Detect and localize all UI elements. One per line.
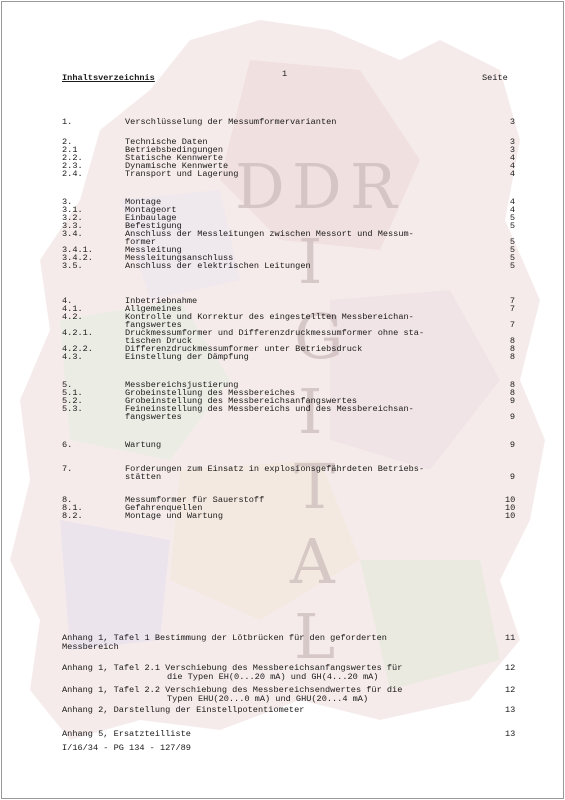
toc-entry-number: 2.4.	[62, 169, 83, 179]
toc-entry-number: 8.1.	[62, 503, 83, 513]
toc-entry-title: Montage und Wartung	[125, 511, 223, 521]
toc-entry-number: 5.	[62, 380, 73, 390]
toc-entry-page: 5	[509, 261, 515, 271]
toc-entry-title: Betriebsbedingungen	[125, 145, 223, 155]
toc-entry-number: 7.	[62, 464, 73, 474]
toc-entry-number: 4.2.	[62, 312, 83, 322]
toc-entry-number: 3.	[62, 197, 73, 207]
toc-entry-page: 5	[509, 253, 515, 263]
toc-entry-number: 3.2.	[62, 213, 83, 223]
watermark-letter: I	[298, 225, 329, 298]
toc-entry-number: 5.2.	[62, 396, 83, 406]
watermark-letter: G	[294, 300, 350, 373]
toc-entry-page: 8	[509, 336, 515, 346]
annex-entry-page: 13	[505, 729, 516, 739]
toc-entry-title: Gefahrenquellen	[125, 503, 203, 513]
toc-entry-title: Technische Daten	[125, 137, 208, 147]
toc-entry-title: Forderungen zum Einsatz in explosionsgefährdeten Betriebs-	[125, 464, 425, 474]
toc-entry-page: 7	[509, 304, 515, 314]
toc-entry-page: 5	[509, 237, 515, 247]
toc-entry-page: 9	[509, 396, 515, 406]
toc-entry-title: Verschlüsselung der Messumformervarianten	[125, 117, 337, 127]
toc-entry-page: 7	[509, 296, 515, 306]
toc-entry-number: 3.3.	[62, 221, 83, 231]
annex-entry-page: 12	[505, 663, 516, 673]
watermark-letter: D	[235, 150, 291, 223]
toc-entry-title: Statische Kennwerte	[125, 153, 223, 163]
toc-entry-page: 10	[505, 503, 516, 513]
toc-entry-number: 4.2.2.	[62, 344, 93, 354]
toc-entry-title: Einstellung der Dämpfung	[125, 352, 249, 362]
toc-entry-title: Grobeinstellung des Messbereichsanfangswertes	[125, 396, 358, 406]
toc-entry-title: Wartung	[125, 440, 162, 450]
toc-entry-page: 9	[509, 472, 515, 482]
annex-entry-page: 13	[505, 705, 516, 715]
toc-entry-number: 1.	[62, 117, 73, 127]
toc-entry-page: 5	[509, 221, 515, 231]
toc-entry-title: fangswertes	[125, 320, 182, 330]
toc-entry-title: Messumformer für Sauerstoff	[125, 495, 265, 505]
toc-entry-title: Feineinstellung des Messbereichs und des Messbereichsan-	[125, 404, 414, 414]
page-number: 1	[282, 69, 288, 79]
toc-entry-page: 10	[505, 495, 516, 505]
watermark-letter: R	[350, 150, 403, 223]
toc-entry-title: stätten	[125, 472, 162, 482]
document-reference: I/16/34 - PG 134 - 127/89	[62, 743, 191, 753]
toc-entry-number: 8.	[62, 495, 73, 505]
watermark-letter: T	[294, 450, 342, 523]
toc-entry-number: 4.3.	[62, 352, 83, 362]
toc-entry-title: Dynamische Kennwerte	[125, 161, 229, 171]
toc-entry-number: 6.	[62, 440, 73, 450]
toc-entry-page: 4	[509, 169, 515, 179]
toc-entry-number: 2.1	[62, 145, 78, 155]
toc-entry-number: 5.3.	[62, 404, 83, 414]
toc-entry-title: fangswertes	[125, 412, 182, 422]
toc-entry-page: 5	[509, 245, 515, 255]
toc-entry-title: Montageort	[125, 205, 177, 215]
toc-entry-title: Einbaulage	[125, 213, 177, 223]
toc-entry-page: 9	[509, 440, 515, 450]
watermark-letter: L	[294, 600, 342, 673]
annex-entry-subtitle: Typen EHU(20...0 mA) und GHU(20...4 mA)	[167, 694, 369, 704]
toc-entry-title: tischen Druck	[125, 336, 193, 346]
toc-entry-page: 3	[509, 145, 515, 155]
toc-entry-title: Differenzdruckmessumformer unter Betriebsdruck	[125, 344, 363, 354]
toc-entry-number: 2.3.	[62, 161, 83, 171]
toc-entry-page: 8	[509, 388, 515, 398]
toc-entry-title: Anschluss der Messleitungen zwischen Messort und Messum-	[125, 229, 414, 239]
annex-entry-title: Anhang 5, Ersatzteilliste	[62, 729, 191, 739]
toc-entry-page: 4	[509, 153, 515, 163]
toc-entry-title: Anschluss der elektrischen Leitungen	[125, 261, 311, 271]
toc-entry-page: 7	[509, 320, 515, 330]
annex-entry-title: Anhang 1, Tafel 1 Bestimmung der Lötbrücken für den geforderten	[62, 633, 387, 643]
toc-entry-title: Messleitung	[125, 245, 182, 255]
toc-entry-number: 2.	[62, 137, 73, 147]
toc-entry-number: 3.5.	[62, 261, 83, 271]
toc-entry-title: Messbereichsjustierung	[125, 380, 239, 390]
toc-entry-page: 10	[505, 511, 516, 521]
toc-entry-title: Allgemeines	[125, 304, 182, 314]
toc-entry-title: Montage	[125, 197, 162, 207]
toc-entry-number: 5.1.	[62, 388, 83, 398]
toc-entry-page: 5	[509, 213, 515, 223]
page-border	[1, 1, 564, 799]
toc-entry-page: 3	[509, 117, 515, 127]
toc-entry-title: Druckmessumformer und Differenzdruckmessumformer ohne sta-	[125, 328, 425, 338]
toc-entry-page: 8	[509, 352, 515, 362]
watermark-letter: I	[298, 375, 329, 448]
annex-entry-subtitle: die Typen EH(0...20 mA) und GH(4...20 mA)	[167, 672, 379, 682]
toc-entry-number: 3.1.	[62, 205, 83, 215]
toc-entry-title: Kontrolle und Korrektur des eingestellten Messbereichan-	[125, 312, 414, 322]
page-column-label: Seite	[482, 73, 508, 83]
toc-entry-page: 3	[509, 137, 515, 147]
annex-entry-page: 11	[505, 633, 516, 643]
toc-entry-number: 4.2.1.	[62, 328, 93, 338]
annex-entry-page: 12	[505, 685, 516, 695]
toc-entry-title: Grobeinstellung des Messbereiches	[125, 388, 296, 398]
toc-entry-number: 3.4.2.	[62, 253, 93, 263]
watermark-letter: D	[292, 150, 348, 223]
toc-entry-number: 4.1.	[62, 304, 83, 314]
toc-entry-title: Messleitungsanschluss	[125, 253, 234, 263]
toc-entry-title: Inbetriebnahme	[125, 296, 198, 306]
watermark-letter: A	[290, 525, 341, 598]
toc-entry-page: 4	[509, 161, 515, 171]
toc-entry-number: 8.2.	[62, 511, 83, 521]
toc-entry-title: Transport und Lagerung	[125, 169, 239, 179]
toc-entry-number: 2.2.	[62, 153, 83, 163]
annex-entry-subtitle: Messbereich	[62, 642, 119, 652]
toc-entry-page: 4	[509, 205, 515, 215]
toc-entry-page: 8	[509, 380, 515, 390]
toc-entry-title: former	[125, 237, 156, 247]
toc-entry-title: Befestigung	[125, 221, 182, 231]
toc-entry-page: 8	[509, 344, 515, 354]
annex-entry-title: Anhang 2, Darstellung der Einstellpotentiometer	[62, 705, 305, 715]
annex-entry-title: Anhang 1, Tafel 2.2 Verschiebung des Messbereichsendwertes für die	[62, 685, 403, 695]
annex-entry-title: Anhang 1, Tafel 2.1 Verschiebung des Messbereichsanfangswertes für	[62, 663, 403, 673]
page-title: Inhaltsverzeichnis	[62, 73, 155, 83]
toc-entry-number: 3.4.	[62, 229, 83, 239]
toc-entry-page: 4	[509, 197, 515, 207]
toc-entry-number: 3.4.1.	[62, 245, 93, 255]
toc-entry-number: 4.	[62, 296, 73, 306]
toc-entry-page: 9	[509, 412, 515, 422]
